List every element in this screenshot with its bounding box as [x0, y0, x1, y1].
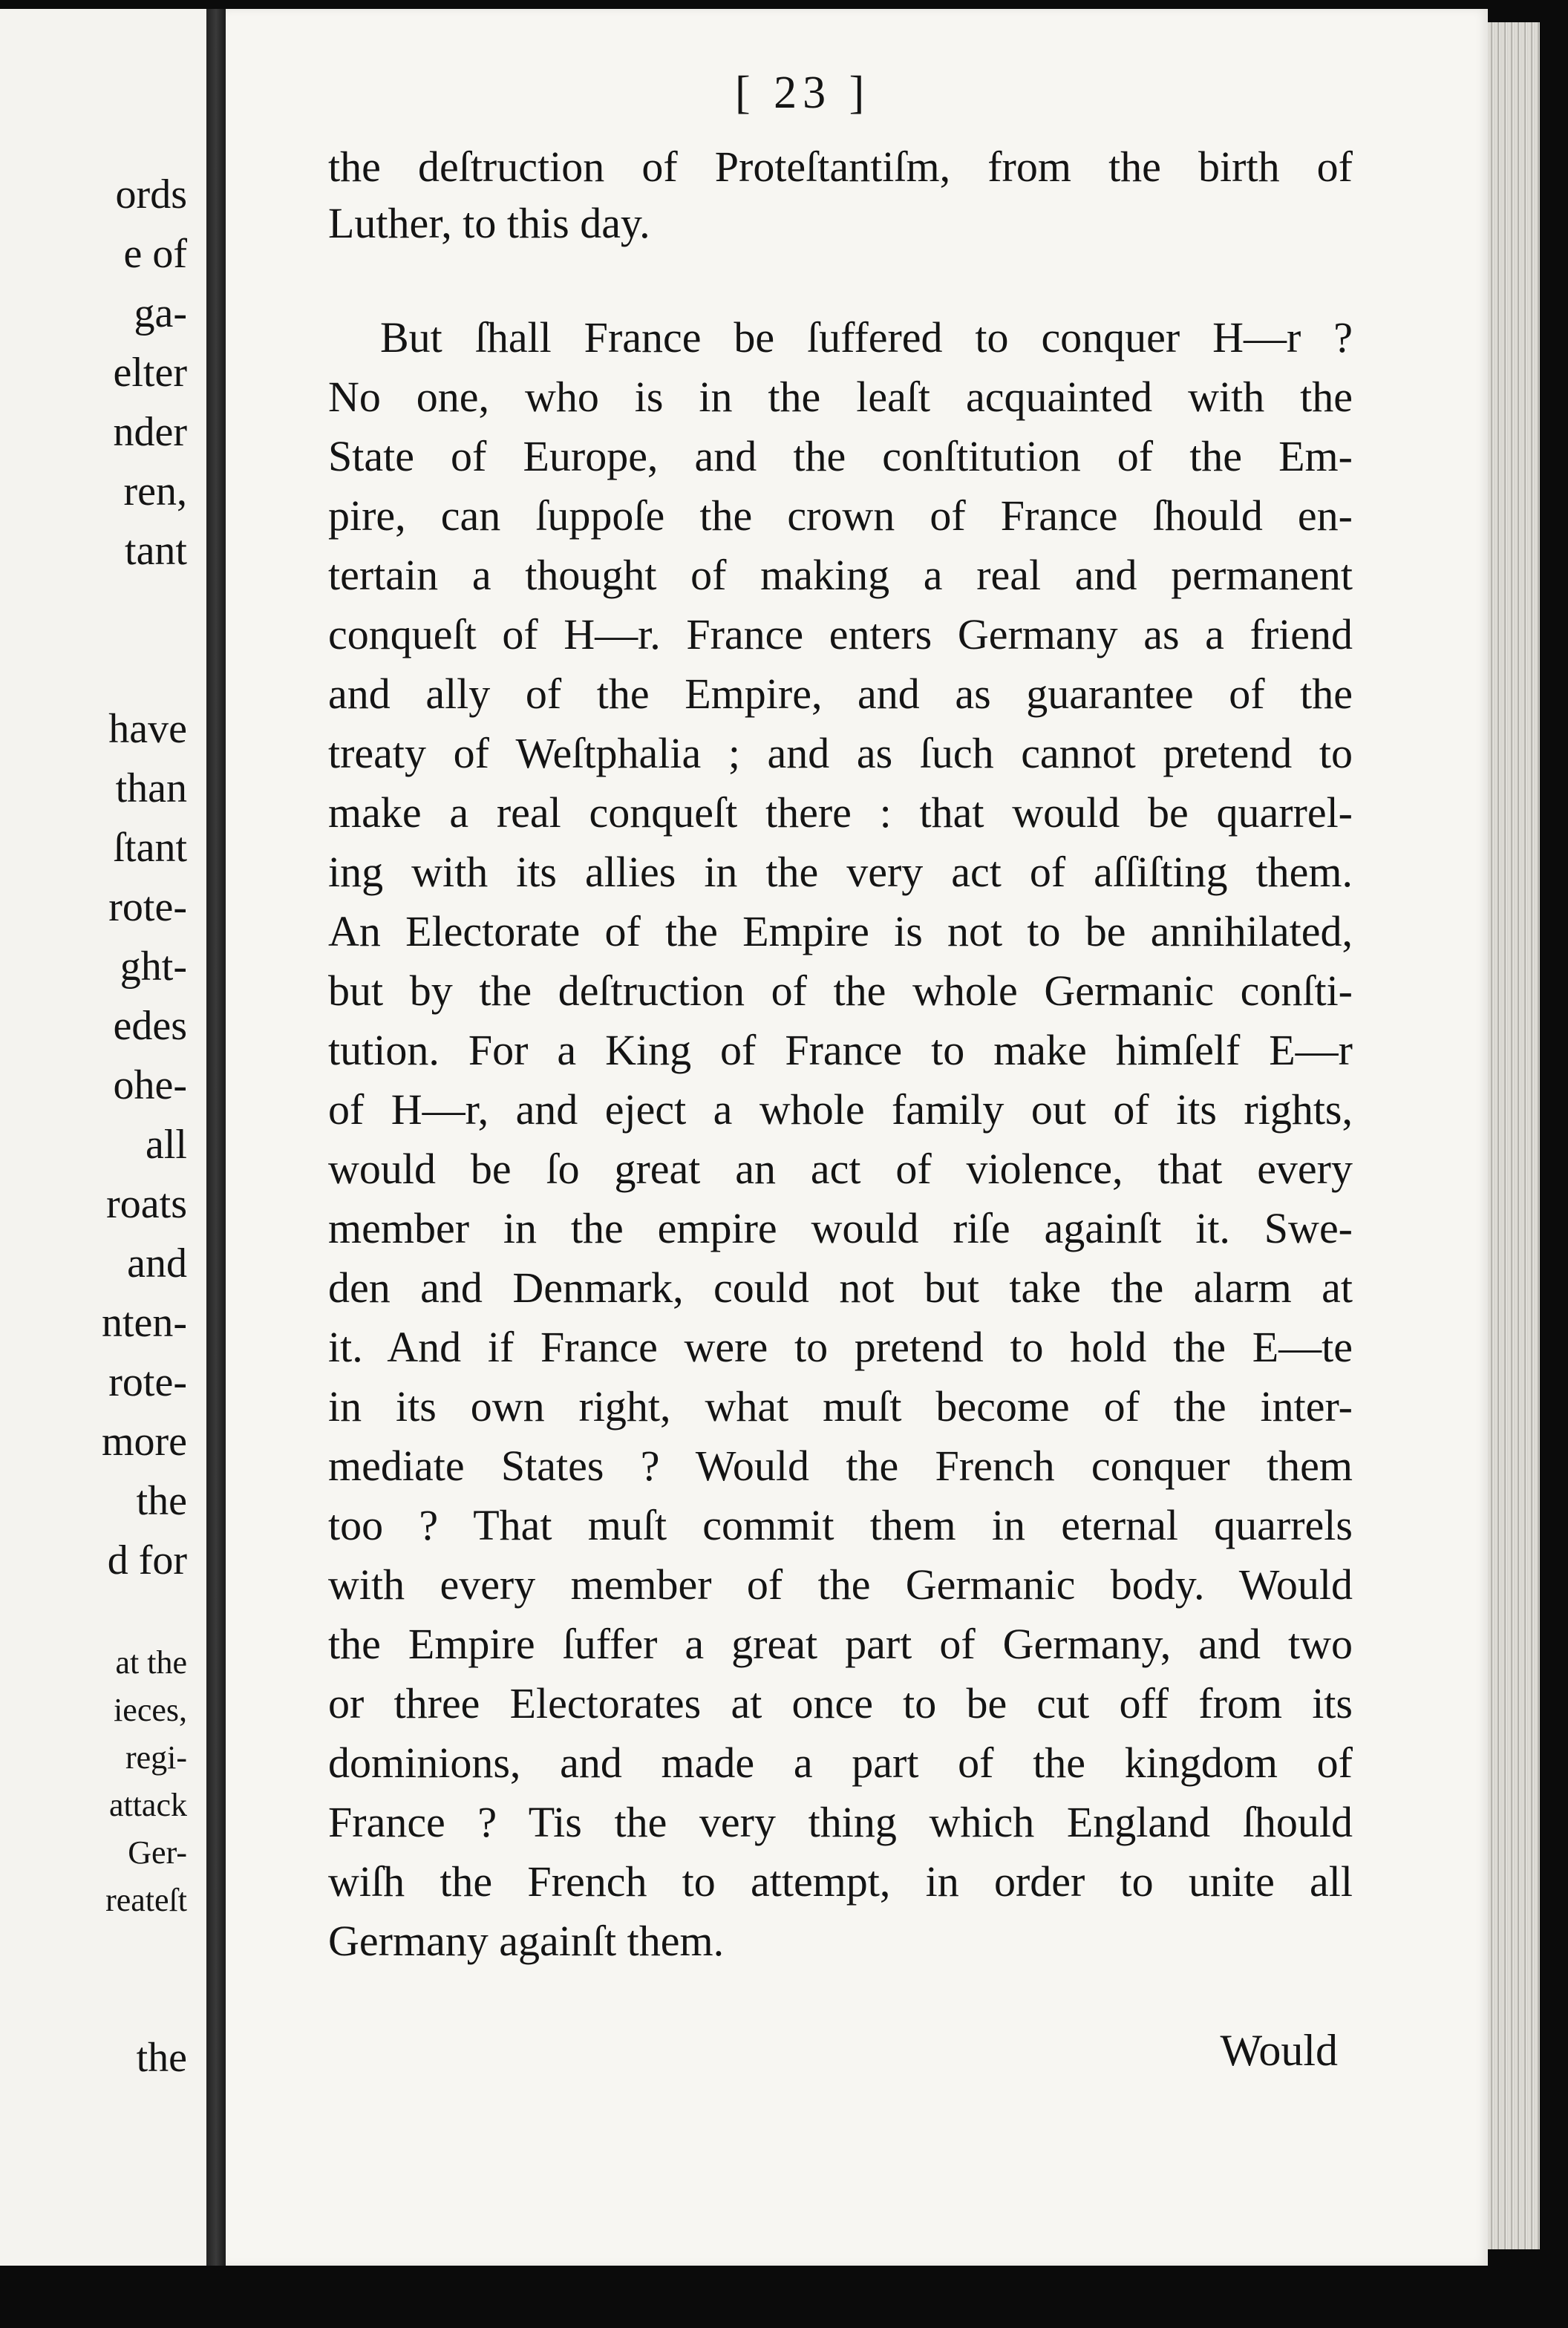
facing-fragment: the [136, 1478, 187, 1524]
facing-note-fragment: attack [108, 1787, 187, 1823]
facing-note-fragment: regi- [125, 1739, 187, 1776]
facing-fragment: ga- [134, 290, 187, 336]
text-line: with every member of the Germanic body. Would [328, 1560, 1353, 1609]
text-line: conqueſt of H—r. France enters Germany as a friend [328, 610, 1353, 658]
facing-fragment: all [146, 1122, 187, 1168]
facing-fragment: have [108, 706, 187, 752]
text-line: of H—r, and eject a whole family out of its rights, [328, 1085, 1353, 1134]
facing-fragment: edes [113, 1003, 187, 1049]
facing-fragment: ren, [123, 468, 187, 514]
text-line: and ally of the Empire, and as guarantee of the [328, 670, 1353, 718]
text-line: wiſh the French to attempt, in order to unite all [328, 1857, 1353, 1906]
facing-catchword: the [136, 2035, 187, 2081]
facing-fragment: more [101, 1419, 187, 1465]
facing-fragment: rote- [108, 1359, 187, 1405]
facing-fragment: ohe- [113, 1062, 187, 1108]
text-line: pire, can ſuppoſe the crown of France ſhould en- [328, 491, 1353, 540]
text-line: Luther, to this day. [328, 199, 650, 247]
text-line: the deſtruction of Proteſtantiſm, from the birth of [328, 143, 1353, 191]
facing-fragment: tant [125, 528, 187, 574]
text-line: would be ſo great an act of violence, that every [328, 1145, 1353, 1193]
text-line: treaty of Weſtphalia ; and as ſuch cannot pretend to [328, 729, 1353, 777]
text-line: den and Denmark, could not but take the alarm at [328, 1263, 1353, 1312]
page-number: [ 23 ] [735, 68, 871, 118]
facing-fragment: e of [123, 231, 187, 277]
text-line: make a real conqueſt there : that would be quarrel- [328, 788, 1353, 837]
text-line: member in the empire would riſe againſt it. Swe- [328, 1204, 1353, 1252]
text-line: ing with its allies in the very act of aſſiſting them. [328, 848, 1353, 896]
text-line: the Empire ſuffer a great part of Germany, and two [328, 1620, 1353, 1668]
facing-note-fragment: at the [115, 1644, 187, 1681]
facing-fragment: ords [115, 171, 187, 218]
facing-fragment: ſtant [113, 825, 187, 871]
book-gutter [206, 9, 226, 2266]
text-line: or three Electorates at once to be cut off from its [328, 1679, 1353, 1727]
text-line: but by the deſtruction of the whole Germanic conſti- [328, 967, 1353, 1015]
facing-fragment: nder [113, 409, 187, 455]
facing-fragment: rote- [108, 884, 187, 930]
text-line: tution. For a King of France to make himſelf E—r [328, 1026, 1353, 1074]
page-edges [1488, 22, 1540, 2249]
text-line: dominions, and made a part of the kingdom of [328, 1739, 1353, 1787]
paragraph-first-line: But ſhall France be ſuffered to conquer H—r ? [380, 313, 1353, 362]
text-line: too ? That muſt commit them in eternal quarrels [328, 1501, 1353, 1549]
facing-fragment: roats [106, 1181, 187, 1227]
text-line: An Electorate of the Empire is not to be annihilated, [328, 907, 1353, 955]
facing-fragment: nten- [101, 1300, 187, 1346]
facing-note-fragment: ieces, [114, 1692, 187, 1728]
catchword: Would [1220, 2026, 1338, 2075]
text-line: in its own right, what muſt become of the inter- [328, 1382, 1353, 1431]
facing-page [0, 9, 206, 2266]
text-line: State of Europe, and the conſtitution of the Em- [328, 432, 1353, 480]
facing-fragment: elter [113, 350, 187, 396]
facing-fragment: d for [107, 1537, 187, 1583]
text-line: France ? Tis the very thing which England ſhould [328, 1798, 1353, 1846]
text-line: Germany againſt them. [328, 1917, 725, 1965]
text-line: it. And if France were to pretend to hold the E—te [328, 1323, 1353, 1371]
facing-note-fragment: reateſt [105, 1882, 187, 1918]
facing-note-fragment: Ger- [128, 1834, 187, 1871]
facing-fragment: than [115, 765, 187, 811]
text-line: No one, who is in the leaſt acquainted with the [328, 373, 1353, 421]
background-edge [1540, 0, 1568, 2328]
facing-fragment: ght- [120, 944, 187, 990]
facing-fragment: and [127, 1240, 187, 1286]
text-line: mediate States ? Would the French conquer them [328, 1442, 1353, 1490]
text-line: tertain a thought of making a real and permanent [328, 551, 1353, 599]
